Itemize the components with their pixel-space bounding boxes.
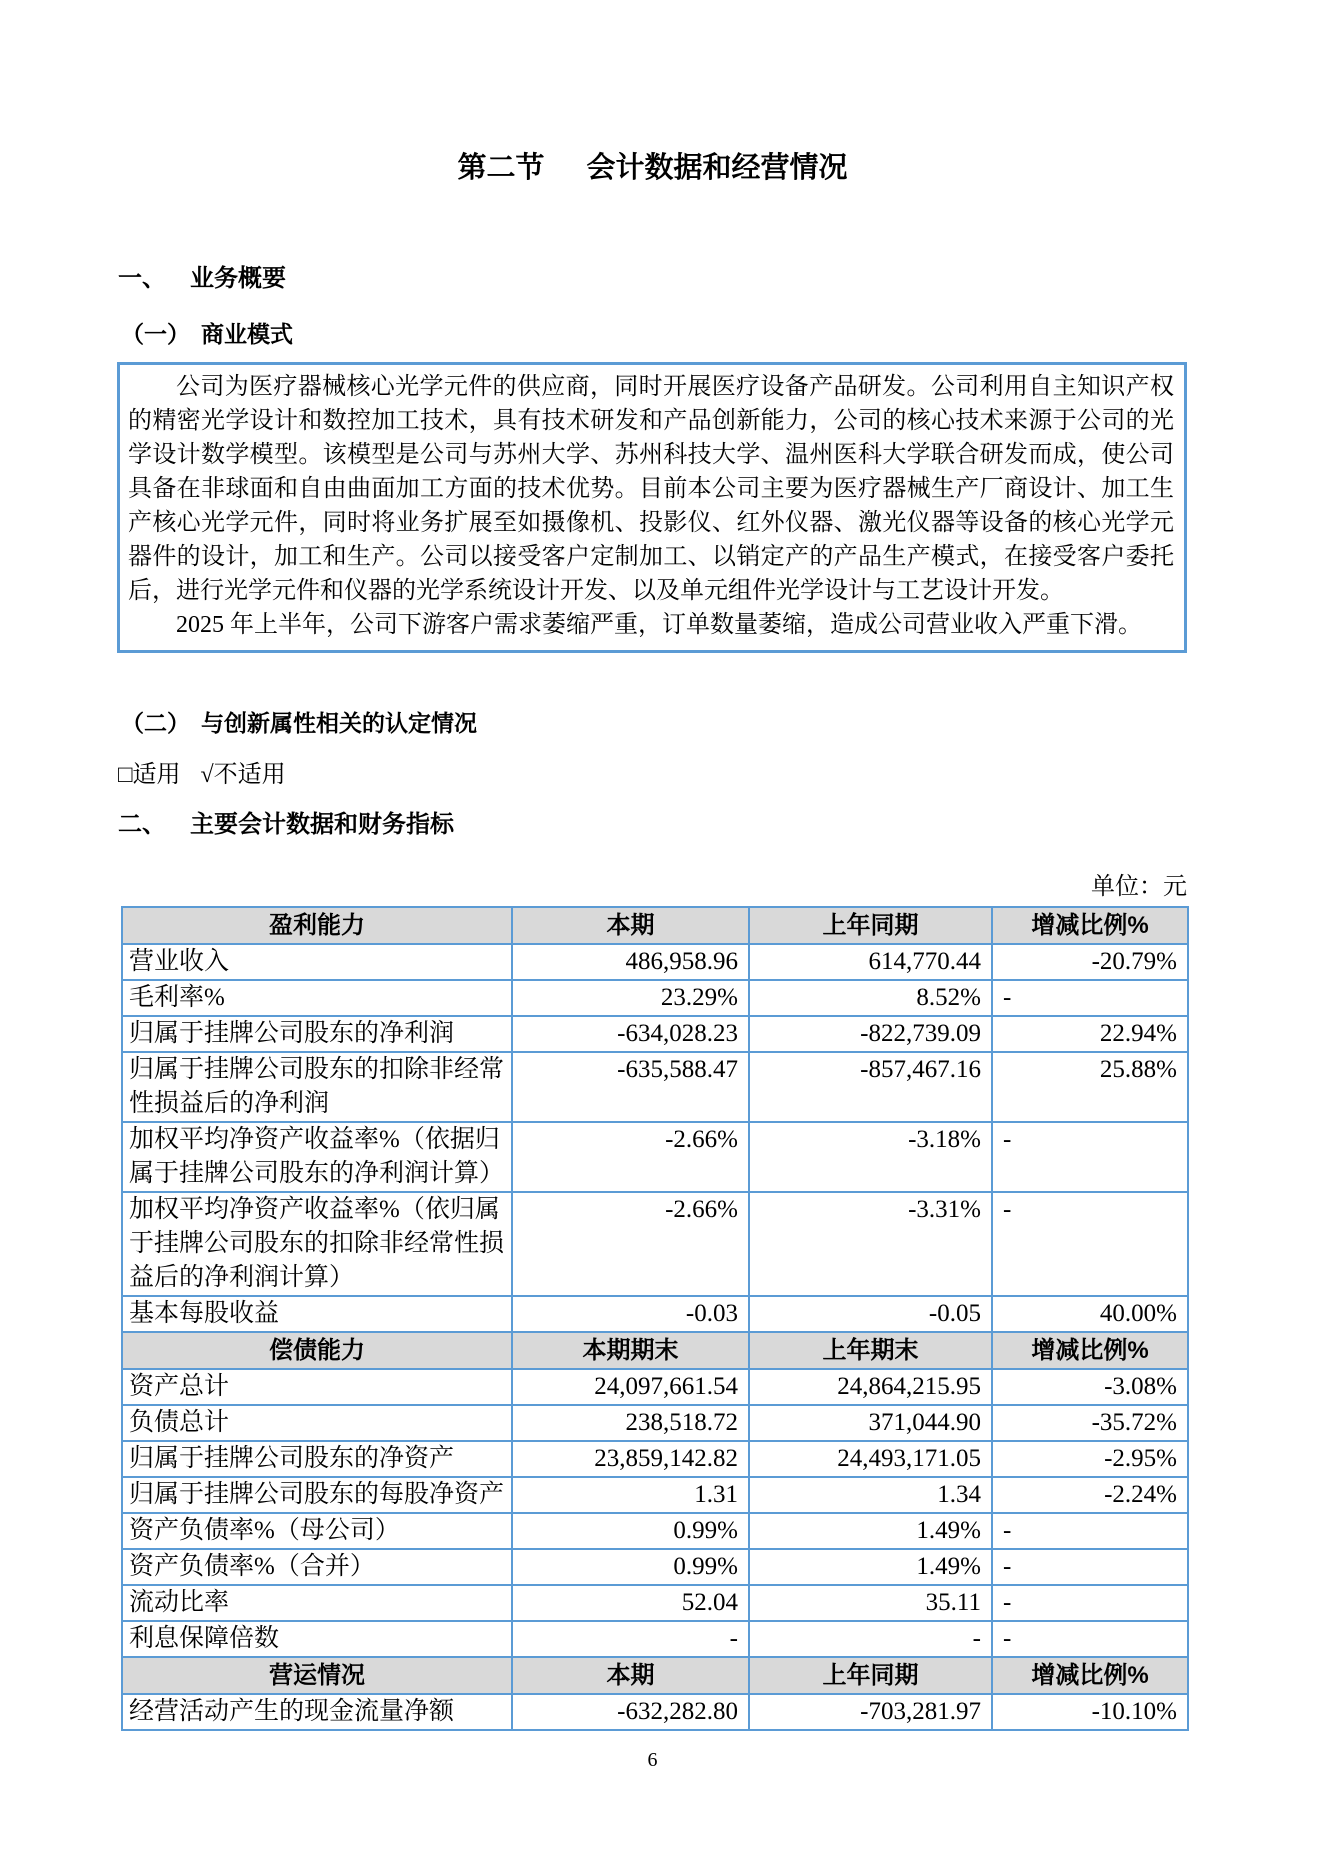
applicability-line [118, 760, 1187, 790]
table-cell-prior: 8.52% [749, 980, 992, 1016]
table-row [122, 1477, 1188, 1513]
page-number: 6 [647, 1749, 658, 1771]
table-cell-indicator: 流动比率 [122, 1585, 512, 1621]
table-cell-current: 486,958.96 [512, 944, 749, 980]
table-row [122, 944, 1188, 980]
table-cell-change: -35.72% [992, 1405, 1188, 1441]
table-header-cell: 增减比例% [992, 907, 1188, 944]
table-cell-prior: -857,467.16 [749, 1052, 992, 1122]
page-title-chapter: 第二节 [457, 152, 545, 184]
business-model-box [117, 362, 1187, 653]
table-cell-prior: 24,864,215.95 [749, 1369, 992, 1405]
table-cell-indicator: 负债总计 [122, 1405, 512, 1441]
table-cell-current: 0.99% [512, 1513, 749, 1549]
table-section-header-row [122, 907, 1188, 944]
table-cell-prior: -822,739.09 [749, 1016, 992, 1052]
table-header-cell: 盈利能力 [122, 907, 512, 944]
table-row [122, 1694, 1188, 1730]
table-cell-change: - [992, 1192, 1188, 1296]
table-cell-current: -2.66% [512, 1192, 749, 1296]
page-title-text: 会计数据和经营情况 [586, 152, 848, 184]
table-cell-current: -635,588.47 [512, 1052, 749, 1122]
table-cell-current: -632,282.80 [512, 1694, 749, 1730]
table-cell-current: 52.04 [512, 1585, 749, 1621]
table-cell-prior: -0.05 [749, 1296, 992, 1332]
table-cell-change: -2.95% [992, 1441, 1188, 1477]
table-row [122, 980, 1188, 1016]
table-header-cell: 上年同期 [749, 1657, 992, 1694]
table-cell-current: -2.66% [512, 1122, 749, 1192]
table-cell-indicator: 资产总计 [122, 1369, 512, 1405]
table-row [122, 1621, 1188, 1657]
financial-indicators-table [121, 906, 1189, 1731]
table-header-cell: 增减比例% [992, 1332, 1188, 1369]
table-row [122, 1549, 1188, 1585]
table-cell-indicator: 加权平均净资产收益率%（依据归属于挂牌公司股东的净利润计算） [122, 1122, 512, 1192]
heading-number: 二、 [118, 811, 166, 838]
table-cell-prior: - [749, 1621, 992, 1657]
table-cell-prior: 35.11 [749, 1585, 992, 1621]
table-cell-prior: 614,770.44 [749, 944, 992, 980]
table-section-header-row [122, 1332, 1188, 1369]
table-cell-indicator: 经营活动产生的现金流量净额 [122, 1694, 512, 1730]
table-cell-current: -634,028.23 [512, 1016, 749, 1052]
table-cell-change: 22.94% [992, 1016, 1188, 1052]
table-cell-indicator: 归属于挂牌公司股东的净资产 [122, 1441, 512, 1477]
heading-innovation [118, 709, 1187, 738]
table-cell-prior: 371,044.90 [749, 1405, 992, 1441]
heading-business-summary [118, 264, 1187, 294]
table-cell-change: -10.10% [992, 1694, 1188, 1730]
table-cell-indicator: 利息保障倍数 [122, 1621, 512, 1657]
table-cell-indicator: 加权平均净资产收益率%（依归属于挂牌公司股东的扣除非经常性损益后的净利润计算） [122, 1192, 512, 1296]
table-row [122, 1052, 1188, 1122]
table-cell-indicator: 营业收入 [122, 944, 512, 980]
table-row [122, 1441, 1188, 1477]
table-cell-prior: 1.49% [749, 1549, 992, 1585]
table-cell-prior: 1.49% [749, 1513, 992, 1549]
table-cell-current: 23,859,142.82 [512, 1441, 749, 1477]
table-cell-prior: 1.34 [749, 1477, 992, 1513]
table-cell-prior: -703,281.97 [749, 1694, 992, 1730]
table-row [122, 1585, 1188, 1621]
table-cell-change: - [992, 980, 1188, 1016]
table-cell-indicator: 基本每股收益 [122, 1296, 512, 1332]
table-row [122, 1192, 1188, 1296]
table-cell-indicator: 资产负债率%（合并） [122, 1549, 512, 1585]
table-cell-change: 25.88% [992, 1052, 1188, 1122]
table-cell-indicator: 归属于挂牌公司股东的净利润 [122, 1016, 512, 1052]
table-row [122, 1122, 1188, 1192]
heading-label: 业务概要 [190, 265, 286, 292]
table-section-header-row [122, 1657, 1188, 1694]
financial-table-body [122, 907, 1188, 1730]
table-row [122, 1405, 1188, 1441]
table-row [122, 1369, 1188, 1405]
table-header-cell: 上年期末 [749, 1332, 992, 1369]
table-row [122, 1513, 1188, 1549]
table-cell-current: -0.03 [512, 1296, 749, 1332]
table-cell-change: -3.08% [992, 1369, 1188, 1405]
table-row [122, 1296, 1188, 1332]
heading-number: 一、 [118, 265, 166, 292]
table-cell-change: - [992, 1621, 1188, 1657]
heading-number: （二） [121, 710, 190, 736]
checkbox-not-applicable-checked: √不适用 [200, 762, 286, 788]
heading-number: （一） [121, 321, 190, 347]
table-header-cell: 本期 [512, 907, 749, 944]
business-model-paragraph-1: 公司为医疗器械核心光学元件的供应商，同时开展医疗设备产品研发。公司利用自主知识产权的精密光学设计和数控加工技术，具有技术研发和产品创新能力，公司的核心技术来源于公司的光学设计数学模型。该模型是公司与苏州大学、苏州科技大学、温州医科大学联合研发而成，使公司具备在非球面和自由曲面加工方面的技术优势。目前本公司主要为医疗器械生产厂商设计、加工生产核心光学元件，同时将业务扩展至如摄像机、投影仪、红外仪器、激光仪器等设备的核心光学元器件的设计，加工和生产。公司以接受客户定制加工、以销定产的产品生产模式，在接受客户委托后，进行光学元件和仪器的光学系统设计开发、以及单元组件光学设计与工艺设计开发。 [128, 374, 1174, 604]
table-cell-current: 238,518.72 [512, 1405, 749, 1441]
table-header-cell: 偿债能力 [122, 1332, 512, 1369]
table-header-cell: 上年同期 [749, 907, 992, 944]
table-header-cell: 本期期末 [512, 1332, 749, 1369]
table-cell-indicator: 归属于挂牌公司股东的每股净资产 [122, 1477, 512, 1513]
business-model-paragraph-2: 2025 年上半年，公司下游客户需求萎缩严重，订单数量萎缩，造成公司营业收入严重下滑。 [176, 612, 1142, 638]
table-cell-current: 23.29% [512, 980, 749, 1016]
table-cell-current: - [512, 1621, 749, 1657]
table-cell-change: - [992, 1122, 1188, 1192]
table-cell-indicator: 资产负债率%（母公司） [122, 1513, 512, 1549]
table-header-cell: 增减比例% [992, 1657, 1188, 1694]
table-cell-change: - [992, 1549, 1188, 1585]
unit-label: 单位：元 [1091, 874, 1187, 900]
table-cell-change: 40.00% [992, 1296, 1188, 1332]
table-cell-prior: -3.31% [749, 1192, 992, 1296]
table-cell-prior: 24,493,171.05 [749, 1441, 992, 1477]
table-cell-change: - [992, 1513, 1188, 1549]
table-header-cell: 本期 [512, 1657, 749, 1694]
page-title [118, 0, 1187, 186]
table-cell-indicator: 毛利率% [122, 980, 512, 1016]
heading-label: 主要会计数据和财务指标 [190, 811, 454, 838]
heading-label: 商业模式 [201, 321, 293, 347]
table-cell-prior: -3.18% [749, 1122, 992, 1192]
heading-business-model [118, 320, 1187, 349]
table-cell-change: -20.79% [992, 944, 1188, 980]
table-cell-change: - [992, 1585, 1188, 1621]
heading-key-data [118, 810, 1187, 840]
table-cell-current: 0.99% [512, 1549, 749, 1585]
heading-label: 与创新属性相关的认定情况 [201, 710, 477, 736]
table-cell-current: 24,097,661.54 [512, 1369, 749, 1405]
page-content [118, 0, 1187, 1773]
table-cell-current: 1.31 [512, 1477, 749, 1513]
table-row [122, 1016, 1188, 1052]
table-cell-indicator: 归属于挂牌公司股东的扣除非经常性损益后的净利润 [122, 1052, 512, 1122]
checkbox-applicable-unchecked: □适用 [118, 762, 181, 788]
table-cell-change: -2.24% [992, 1477, 1188, 1513]
table-header-cell: 营运情况 [122, 1657, 512, 1694]
